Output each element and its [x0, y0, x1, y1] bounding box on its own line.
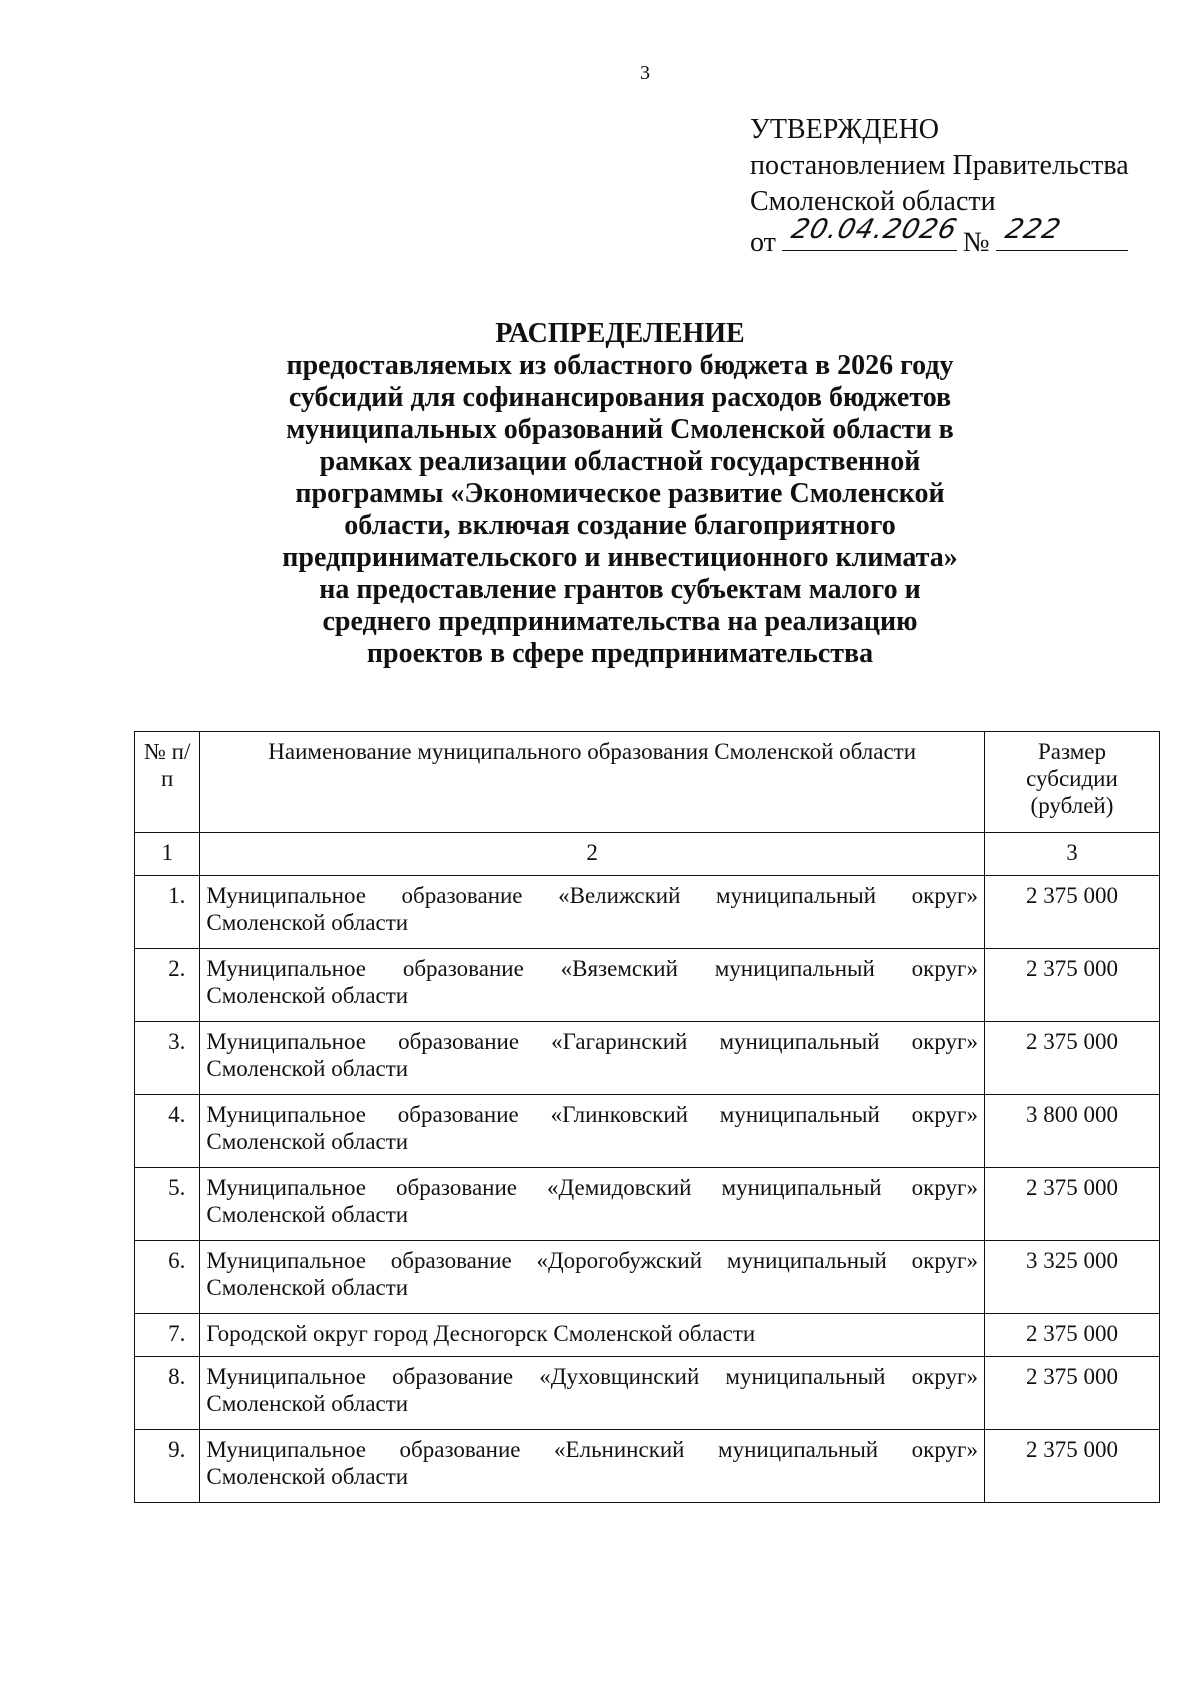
title-line: среднего предпринимательства на реализацию: [322, 606, 918, 637]
title-line: проектов в сфере предпринимательства: [366, 638, 874, 669]
header-name: Наименование муниципального образования Смоленской области: [200, 732, 985, 833]
row-name-line-2: Смоленской области: [206, 1391, 409, 1416]
column-index-row: [135, 833, 1160, 876]
row-name-line-2: Смоленской области: [206, 1275, 409, 1300]
row-num: 5.: [135, 1168, 200, 1241]
title-line: области, включая создание благоприятного: [344, 510, 896, 541]
row-name: [200, 1095, 985, 1168]
table-row: [135, 1357, 1160, 1430]
title-line: программы «Экономическое развитие Смоленской: [295, 478, 945, 509]
row-amount: 2 375 000: [984, 1357, 1159, 1430]
row-num: 9.: [135, 1430, 200, 1503]
row-amount: 2 375 000: [984, 949, 1159, 1022]
table-row: [135, 1430, 1160, 1503]
row-name: [200, 1241, 985, 1314]
row-amount: 3 800 000: [984, 1095, 1159, 1168]
from-label: от: [750, 227, 776, 258]
row-name: [200, 876, 985, 949]
row-name: [200, 1168, 985, 1241]
row-name: Городской округ город Десногорск Смоленской области: [200, 1314, 985, 1357]
row-num: 4.: [135, 1095, 200, 1168]
approval-heading: УТВЕРЖДЕНО: [750, 114, 940, 145]
handwritten-date: 20.04.2026: [788, 214, 961, 245]
row-name-line-1: Муниципальное образование «Гагаринский муниципальный округ»: [206, 1029, 978, 1054]
header-num: № п/п: [135, 732, 200, 833]
approval-line-2: постановлением Правительства: [750, 150, 1129, 181]
table-header-row: [135, 732, 1160, 833]
row-amount: 3 325 000: [984, 1241, 1159, 1314]
row-name: [200, 1430, 985, 1503]
table-row: [135, 1095, 1160, 1168]
header-amount: Размер субсидии (рублей): [984, 732, 1159, 833]
row-num: 7.: [135, 1314, 200, 1357]
row-name: [200, 1022, 985, 1095]
approval-date-line: [750, 214, 1129, 261]
row-name: [200, 949, 985, 1022]
row-num: 1.: [135, 876, 200, 949]
row-name-line-2: Смоленской области: [206, 1464, 409, 1489]
table-row: [135, 949, 1160, 1022]
title-line: предоставляемых из областного бюджета в 2026 году: [286, 350, 954, 381]
row-amount: 2 375 000: [984, 1022, 1159, 1095]
row-amount: 2 375 000: [984, 1168, 1159, 1241]
document-title: [245, 318, 995, 670]
title-line: предпринимательского и инвестиционного климата»: [282, 542, 958, 573]
table-row: [135, 1168, 1160, 1241]
row-num: 2.: [135, 949, 200, 1022]
title-line: на предоставление грантов субъектам малого и: [319, 574, 921, 605]
column-index: 2: [200, 833, 985, 876]
row-name-line-1: Муниципальное образование «Вяземский муниципальный округ»: [206, 956, 978, 981]
title-line: рамках реализации областной государственной: [319, 446, 921, 477]
row-amount: 2 375 000: [984, 1314, 1159, 1357]
row-name-line-1: Муниципальное образование «Ельнинский муниципальный округ»: [206, 1437, 978, 1462]
row-name-line-2: Смоленской области: [206, 910, 409, 935]
approval-stamp: [750, 112, 1129, 261]
column-index: 3: [984, 833, 1159, 876]
table-row: [135, 1241, 1160, 1314]
row-num: 8.: [135, 1357, 200, 1430]
title-heading: РАСПРЕДЕЛЕНИЕ: [495, 318, 745, 349]
row-name: [200, 1357, 985, 1430]
row-name-line-2: Смоленской области: [206, 1202, 409, 1227]
row-num: 3.: [135, 1022, 200, 1095]
row-name-line-1: Муниципальное образование «Дорогобужский муниципальный округ»: [206, 1248, 978, 1273]
row-name-line-2: Смоленской области: [206, 983, 409, 1008]
row-amount: 2 375 000: [984, 1430, 1159, 1503]
table-row: [135, 876, 1160, 949]
row-name-line-1: Муниципальное образование «Демидовский муниципальный округ»: [206, 1175, 978, 1200]
column-index: 1: [135, 833, 200, 876]
row-amount: 2 375 000: [984, 876, 1159, 949]
table-row: [135, 1314, 1160, 1357]
number-field: [996, 214, 1128, 251]
page-number: 3: [640, 62, 650, 84]
row-name-line-2: Смоленской области: [206, 1056, 409, 1081]
title-line: муниципальных образований Смоленской области в: [286, 414, 954, 445]
row-name-line-1: Муниципальное образование «Велижский муниципальный округ»: [206, 883, 978, 908]
row-name-line-2: Смоленской области: [206, 1129, 409, 1154]
subsidy-table: [134, 731, 1160, 1503]
handwritten-number: 222: [1001, 214, 1065, 245]
row-name-line-1: Муниципальное образование «Духовщинский муниципальный округ»: [206, 1364, 978, 1389]
title-line: субсидий для софинансирования расходов бюджетов: [288, 382, 952, 413]
date-field: [782, 214, 961, 251]
row-name-line-1: Муниципальное образование «Глинковский муниципальный округ»: [206, 1102, 978, 1127]
table-row: [135, 1022, 1160, 1095]
approval-line-3: Смоленской области: [750, 186, 996, 217]
number-label: №: [962, 227, 990, 258]
row-num: 6.: [135, 1241, 200, 1314]
